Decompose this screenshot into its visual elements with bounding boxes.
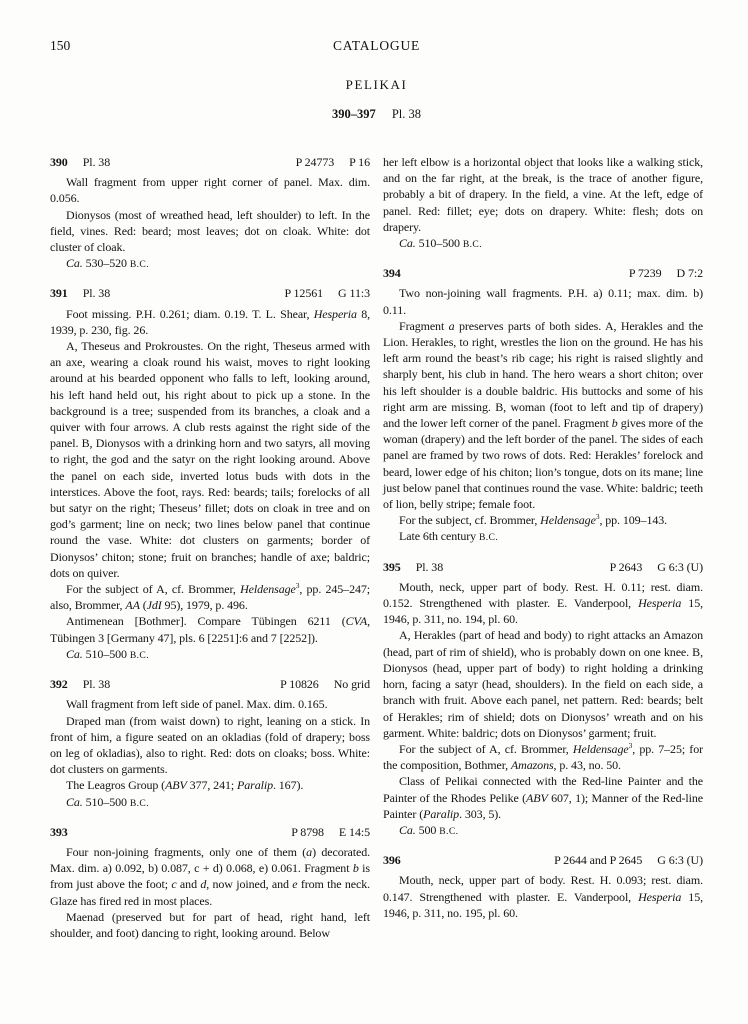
catalogue-paragraph	[50, 909, 370, 941]
inventory-number: P 8798	[291, 824, 324, 839]
text-run: is from just above the foot;	[50, 861, 370, 892]
text-run: JdI	[146, 598, 162, 613]
text-run: B.C.	[439, 825, 459, 837]
entry-number: 396	[383, 853, 401, 868]
text-run: 15, 1946, p. 311, no. 194, pl. 60.	[383, 596, 703, 627]
entry-number: 395	[383, 559, 401, 574]
text-run: her left elbow is a horizontal object that looks like a walking stick, and on the far right, at the break, is the trace of another figure, probably a bit of drapery. In the field, a vine. At the left, edge of panel. Red: fillet; eye; dots on drapery. White: flesh; dots on drapery.	[383, 155, 703, 234]
text-run: Heldensage	[540, 513, 596, 528]
entry-header	[50, 824, 370, 840]
section-title: PELIKAI	[345, 77, 408, 92]
text-run: 510–500	[82, 794, 130, 809]
grid-reference: No grid	[333, 677, 370, 692]
text-run: gives more of the woman (drapery) and the left border of the panel. The sides of each panel are framed by two rows of dots. Red: Herakles’ forelock and beard, lower edge of his chiton; lion’s tongue, dots on its mane; line just below panel that continues round the vase. White: baldric; teeth of lion, belly stripe; female foot.	[383, 416, 703, 512]
entry-number: 392	[50, 677, 68, 692]
text-run: and	[176, 877, 201, 892]
catalogue-paragraph	[383, 512, 703, 528]
text-run: Four non-joining fragments, only one of them (	[66, 844, 307, 859]
text-run: 3	[628, 740, 633, 750]
entry-header-left	[383, 852, 401, 868]
text-run: 500	[415, 822, 440, 837]
catalogue-paragraph	[50, 713, 370, 778]
text-run: Paralip	[237, 778, 273, 793]
grid-reference: P 16	[349, 155, 370, 169]
text-run: Ca.	[399, 236, 416, 251]
catalogue-paragraph	[383, 872, 703, 921]
catalogue-paragraph	[383, 579, 703, 628]
catalogue-paragraph	[50, 306, 370, 338]
text-run: Ca.	[66, 794, 83, 809]
text-run: For the subject of A, cf. Brommer,	[399, 741, 573, 756]
entry-header-left	[50, 154, 110, 170]
text-run: Maenad (preserved but for part of head, right hand, left shoulder, and foot) dancing to right, looking around. Below	[50, 909, 370, 940]
entry-header-left	[50, 824, 68, 840]
catalogue-range: 390–397	[331, 107, 376, 121]
catalogue-paragraph	[50, 613, 370, 645]
text-run: 607, 1); Manner of the Red-line Painter (	[383, 790, 703, 821]
text-run: Hesperia	[313, 306, 357, 321]
entry-header	[383, 852, 703, 868]
catalogue-paragraph	[50, 696, 370, 712]
entry-header-right	[610, 559, 703, 575]
entry-header-right	[285, 285, 371, 301]
text-run: B.C.	[129, 259, 150, 271]
plate-label: Pl. 38	[82, 286, 111, 301]
entry-header-left	[50, 285, 110, 301]
plate-label: Pl. 38	[415, 559, 444, 574]
range-plate-label: Pl. 38	[391, 107, 422, 121]
text-run: 3	[295, 581, 300, 591]
entry-number: 394	[383, 266, 401, 281]
plate-label: Pl. 38	[82, 677, 111, 692]
text-run: Heldensage	[240, 582, 296, 597]
entry-header-left	[50, 676, 110, 692]
text-run: , Tübingen 3 [Germany 47], pls. 6 [2251]:6 and 7 [2252]).	[50, 614, 370, 645]
text-run: Late 6th century	[399, 529, 479, 544]
catalogue-paragraph	[50, 207, 370, 256]
column-left	[50, 154, 370, 941]
entry-number: 390	[50, 155, 68, 169]
inventory-number: P 24773	[295, 155, 335, 169]
text-run: (	[139, 598, 147, 613]
entry-number: 393	[50, 824, 68, 839]
text-run: Wall fragment from left side of panel. Max. dim. 0.165.	[66, 697, 328, 712]
text-run: preserves parts of both sides. A, Herakles and the Lion. Herakles, to right, wrestles the lion on the ground. He has his left arm round the beast’s rib cage; his right is raised slightly and sharply bent, his club in hand. The hero wears a short chiton; over his left shoulder is a double baldric. His buttocks and some of his right arm are missing. B, woman (foot to left and tip of drapery) and the lower left corner of the panel. Fragment	[383, 318, 703, 431]
text-run: Ca.	[66, 256, 83, 271]
text-run: Hesperia	[638, 889, 682, 904]
column-right	[383, 154, 703, 941]
entry-header-right	[291, 824, 370, 840]
entry-header	[383, 265, 703, 281]
grid-reference: D 7:2	[676, 266, 703, 281]
catalogue-paragraph	[50, 794, 370, 812]
text-run: Ca.	[399, 822, 416, 837]
text-run: b	[352, 861, 359, 876]
running-title: CATALOGUE	[332, 38, 421, 53]
catalogue-paragraph	[383, 154, 703, 235]
text-run: For the subject of A, cf. Brommer,	[66, 582, 241, 597]
text-run: Dionysos (most of wreathed head, left shoulder) to left. In the field, vines. Red: beard; most leaves; dot on cloak. White: dot cluster of cloak.	[50, 207, 370, 255]
text-run: For the subject, cf. Brommer,	[399, 513, 541, 528]
text-run: Two non-joining wall fragments. P.H. a) 0.11; max. dim. b) 0.11.	[383, 286, 703, 317]
catalogue-paragraph	[50, 777, 370, 793]
catalogue-paragraph	[383, 528, 703, 546]
text-run: 15, 1946, p. 311, no. 195, pl. 60.	[383, 889, 703, 920]
text-run: Ca.	[66, 646, 83, 661]
text-run: 510–500	[82, 646, 130, 661]
entry-header	[383, 559, 703, 575]
text-run: Mouth, neck, upper part of body. Rest. H. 0.11; rest. diam. 0.152. Strengthened with plaster. E. Vanderpool,	[383, 579, 703, 611]
text-run: , pp. 245–247; also, Brommer,	[50, 582, 371, 613]
text-run: , pp. 109–143.	[599, 513, 668, 528]
catalogue-paragraph	[383, 773, 703, 822]
entry-header-left	[383, 265, 401, 281]
text-run: b	[611, 416, 618, 431]
page-header	[50, 38, 703, 55]
text-run: A, Herakles (part of head and body) to right attacks an Amazon (head, part of rim of shield), who is probably down on one knee. B, Dionysos (head, upper part of body) to right holding a drinking horn, facing a satyr (head, shoulders). In the field on each side, a branch with fruit. Above each panel, net pattern. Red: beards; belt of Herakles; rim of shield; dots on Dionysos’ wreath and on his garment. White: baldric; dots on Dionysos’ garment; fruit.	[383, 628, 703, 740]
inventory-number: P 7239	[628, 266, 662, 281]
entry-number: 391	[50, 286, 68, 301]
catalogue-paragraph	[383, 285, 703, 317]
text-run: AA	[125, 598, 140, 613]
text-run: 95), 1979, p. 496.	[161, 598, 248, 613]
text-run: B.C.	[129, 797, 150, 809]
entry-header-right	[554, 852, 703, 868]
text-run: Antimenean [Bothmer]. Compare Tübingen 6211 (	[66, 614, 346, 629]
text-run: Wall fragment from upper right corner of panel. Max. dim. 0.056.	[50, 175, 370, 206]
text-run: ) decorated. Max. dim. a) 0.092, b) 0.087, c + d) 0.068, e) 0.061. Fragment	[50, 844, 371, 876]
inventory-number: P 2644 and P 2645	[554, 853, 643, 868]
entry-header-left	[383, 559, 443, 575]
text-run: a	[448, 318, 455, 333]
text-run: d	[200, 877, 207, 892]
entry-header-right	[629, 265, 703, 281]
entry-header	[50, 285, 370, 301]
text-run: A, Theseus and Prokroustes. On the right, Theseus armed with an axe, wearing a cloak round his waist, moves to right looking around at his bearded opponent who falls to left, looking around, his left hand held out, his right about to pick up a stone. In the background is a tree; suspended from its branches, a cloak and a quiver with four arrows. A club rests against the right side of the panel. B, Dionysos with a drinking horn and two satyrs, all moving to right, the god and the satyr on the right looking around. Above the panel on each side, inverted lotus buds with dots in the interstices. Above the foot, rays. Red: beards; tails; forelocks of all but satyr on the right; Theseus’ fillet; dots on cloak in tree and on god’s garment; line on neck; two lines below panel that continue round the vase. White: dot clusters on garments; border of Dionysos’ chiton; stone; fruit on branches; handle of axe; baldric; dots on quiver.	[50, 339, 370, 580]
catalogue-paragraph	[50, 174, 370, 206]
entry-header-right	[280, 676, 370, 692]
text-run: Mouth, neck, upper part of body. Rest. H. 0.093; rest. diam. 0.147. Strengthened with plaster. E. Vanderpool,	[383, 873, 703, 904]
text-run: B.C.	[129, 649, 150, 661]
text-run: Amazons	[510, 758, 554, 773]
text-run: from the neck. Glaze has fired red in most places.	[50, 877, 371, 908]
text-run: . 303, 5).	[459, 806, 502, 821]
inventory-number: P 10826	[280, 677, 319, 692]
catalogue-paragraph	[383, 822, 703, 840]
page-number: 150	[50, 38, 71, 53]
text-run: , pp. 7–25; for the composition, Bothmer,	[383, 741, 703, 773]
text-run: B.C.	[462, 239, 483, 251]
inventory-number: P 12561	[284, 286, 324, 301]
text-run: 510–500	[415, 236, 463, 251]
catalogue-paragraph	[50, 255, 370, 273]
text-run: 8, 1939, p. 230, fig. 26.	[50, 306, 371, 337]
text-run: 530–520	[82, 256, 130, 271]
text-run: . 167).	[272, 778, 304, 793]
catalogue-paragraph	[50, 338, 370, 581]
catalogue-paragraph	[50, 646, 370, 664]
entry-header	[50, 676, 370, 692]
text-run: Foot missing. P.H. 0.261; diam. 0.19. T. L. Shear,	[66, 306, 314, 321]
text-run: , p. 43, no. 50.	[553, 758, 621, 773]
text-run: e	[292, 877, 298, 892]
text-run: c	[171, 877, 177, 892]
text-run: ABV	[526, 790, 548, 805]
grid-reference: G 6:3 (U)	[657, 853, 703, 868]
inventory-number: P 2643	[609, 559, 643, 574]
catalogue-paragraph	[50, 581, 370, 613]
catalogue-range-line	[50, 107, 703, 122]
text-run: , now joined, and	[206, 877, 293, 892]
text-run: Heldensage	[572, 741, 629, 756]
text-run: Class of Pelikai connected with the Red-line Painter and the Painter of the Rhodes Pelike (	[383, 774, 703, 805]
text-run: CVA	[345, 614, 368, 629]
grid-reference: G 11:3	[338, 286, 370, 301]
text-run: Fragment	[399, 318, 449, 333]
text-run: a	[306, 844, 313, 859]
catalogue-paragraph	[383, 235, 703, 253]
catalogue-paragraph	[383, 318, 703, 512]
text-run: The Leagros Group (	[66, 778, 166, 793]
plate-label: Pl. 38	[82, 155, 111, 169]
entry-header-right	[296, 154, 370, 170]
catalogue-paragraph	[383, 741, 703, 773]
text-run: 3	[595, 512, 600, 522]
grid-reference: G 6:3 (U)	[657, 559, 703, 574]
grid-reference: E 14:5	[338, 824, 370, 839]
text-run: 377, 241;	[186, 778, 238, 793]
text-run: ABV	[165, 778, 187, 793]
entry-header	[50, 154, 370, 170]
catalogue-paragraph	[383, 627, 703, 740]
text-run: B.C.	[478, 532, 499, 544]
catalogue-paragraph	[50, 844, 370, 909]
text-columns	[50, 154, 703, 941]
text-run: Paralip	[423, 806, 460, 821]
text-run: Hesperia	[638, 596, 682, 611]
text-run: Draped man (from waist down) to right, leaning on a stick. In front of him, a figure seated on an okladias (fold of drapery; boss on leg of okladias), also to right. Red: dots on cloaks; boss. White: dot clusters on garments.	[50, 713, 370, 777]
